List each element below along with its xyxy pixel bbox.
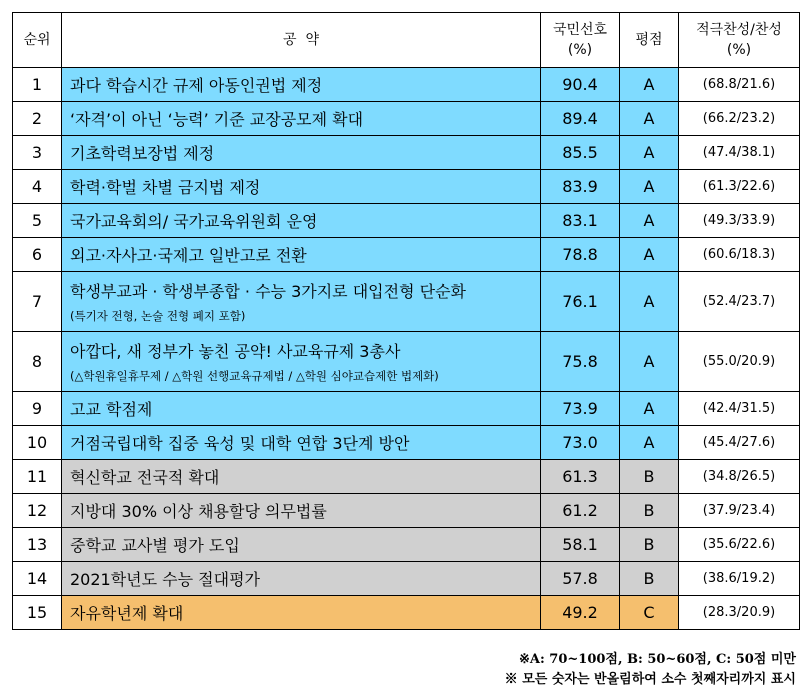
rank-cell: 11 (13, 460, 62, 494)
pledge-cell (62, 272, 541, 332)
preference-cell: 85.5 (541, 136, 620, 170)
support-cell: (47.4/38.1) (679, 136, 800, 170)
pledge-cell (62, 170, 541, 204)
pledge-subtitle: (특기자 전형, 논술 전형 폐지 포함) (70, 309, 246, 323)
preference-cell: 49.2 (541, 596, 620, 630)
preference-cell: 61.3 (541, 460, 620, 494)
rank-cell: 1 (13, 68, 62, 102)
pledge-subtitle: (△학원휴일휴무제 / △학원 선행교육규제법 / △학원 심야교습제한 법제화) (70, 369, 439, 383)
pledge-cell (62, 238, 541, 272)
pledge-cell (62, 494, 541, 528)
preference-cell: 61.2 (541, 494, 620, 528)
pledge-title: 과다 학습시간 규제 아동인권법 제정 (70, 76, 323, 95)
support-cell: (68.8/21.6) (679, 68, 800, 102)
pledge-title: 2021학년도 수능 절대평가 (70, 570, 260, 589)
preference-cell: 89.4 (541, 102, 620, 136)
preference-cell: 75.8 (541, 332, 620, 392)
table-row (13, 238, 800, 272)
pledge-table (12, 12, 800, 630)
support-cell: (55.0/20.9) (679, 332, 800, 392)
preference-cell: 58.1 (541, 528, 620, 562)
rank-cell: 10 (13, 426, 62, 460)
grade-cell: A (620, 68, 679, 102)
rank-cell: 4 (13, 170, 62, 204)
header-rank: 순위 (13, 13, 62, 68)
pledge-title: 기초학력보장법 제정 (70, 144, 215, 163)
table-row (13, 136, 800, 170)
rank-cell: 3 (13, 136, 62, 170)
preference-cell: 73.9 (541, 392, 620, 426)
rank-cell: 12 (13, 494, 62, 528)
table-row (13, 204, 800, 238)
support-cell: (49.3/33.9) (679, 204, 800, 238)
support-cell: (52.4/23.7) (679, 272, 800, 332)
support-cell: (37.9/23.4) (679, 494, 800, 528)
grade-cell: A (620, 238, 679, 272)
header-preference (541, 13, 620, 68)
grade-cell: C (620, 596, 679, 630)
preference-cell: 90.4 (541, 68, 620, 102)
header-grade: 평점 (620, 13, 679, 68)
table-row (13, 272, 800, 332)
pledge-title: 고교 학점제 (70, 400, 153, 419)
rank-cell: 13 (13, 528, 62, 562)
support-cell: (45.4/27.6) (679, 426, 800, 460)
rank-cell: 8 (13, 332, 62, 392)
pledge-title: 거점국립대학 집중 육성 및 대학 연합 3단계 방안 (70, 434, 410, 453)
preference-cell: 57.8 (541, 562, 620, 596)
table-row (13, 596, 800, 630)
pledge-title: ‘자격’이 아닌 ‘능력’ 기준 교장공모제 확대 (70, 110, 364, 129)
grade-cell: A (620, 136, 679, 170)
table-row (13, 102, 800, 136)
rank-cell: 2 (13, 102, 62, 136)
pledge-cell (62, 136, 541, 170)
header-pledge: 공 약 (62, 13, 541, 68)
grade-cell: A (620, 204, 679, 238)
header-preference-unit: (%) (567, 42, 593, 58)
support-cell: (38.6/19.2) (679, 562, 800, 596)
pledge-cell (62, 204, 541, 238)
pledge-title: 학력·학벌 차별 금지법 제정 (70, 178, 261, 197)
table-row (13, 426, 800, 460)
pledge-title: 아깝다, 새 정부가 놓친 공약! 사교육규제 3총사 (70, 342, 401, 361)
support-cell: (61.3/22.6) (679, 170, 800, 204)
table-header-row (13, 13, 800, 68)
grade-cell: A (620, 392, 679, 426)
rank-cell: 6 (13, 238, 62, 272)
pledge-cell (62, 102, 541, 136)
table-row (13, 68, 800, 102)
support-cell: (28.3/20.9) (679, 596, 800, 630)
grade-cell: A (620, 272, 679, 332)
pledge-title: 지방대 30% 이상 채용할당 의무법률 (70, 502, 327, 521)
grade-cell: A (620, 102, 679, 136)
table-row (13, 170, 800, 204)
pledge-title: 국가교육회의/ 국가교육위원회 운영 (70, 212, 318, 231)
pledge-title: 학생부교과 · 학생부종합 · 수능 3가지로 대입전형 단순화 (70, 282, 466, 301)
support-cell: (60.6/18.3) (679, 238, 800, 272)
grade-cell: B (620, 528, 679, 562)
header-support (679, 13, 800, 68)
table-row (13, 460, 800, 494)
pledge-cell (62, 426, 541, 460)
rank-cell: 7 (13, 272, 62, 332)
pledge-title: 혁신학교 전국적 확대 (70, 468, 220, 487)
pledge-cell (62, 460, 541, 494)
rank-cell: 15 (13, 596, 62, 630)
rounding-note: ※ 모든 숫자는 반올림하여 소수 첫째자리까지 표시 (504, 672, 796, 687)
header-support-unit: (%) (726, 42, 752, 58)
support-cell: (66.2/23.2) (679, 102, 800, 136)
grade-cell: B (620, 562, 679, 596)
pledge-cell (62, 528, 541, 562)
support-cell: (42.4/31.5) (679, 392, 800, 426)
grade-cell: A (620, 170, 679, 204)
pledge-cell (62, 562, 541, 596)
header-support-label: 적극찬성/찬성 (696, 22, 782, 38)
table-row (13, 562, 800, 596)
preference-cell: 83.1 (541, 204, 620, 238)
preference-cell: 83.9 (541, 170, 620, 204)
grade-cell: A (620, 426, 679, 460)
grade-legend-note: ※A: 70~100점, B: 50~60점, C: 50점 미만 (519, 652, 796, 667)
preference-cell: 76.1 (541, 272, 620, 332)
pledge-cell (62, 332, 541, 392)
preference-cell: 78.8 (541, 238, 620, 272)
grade-cell: B (620, 494, 679, 528)
rank-cell: 5 (13, 204, 62, 238)
grade-cell: B (620, 460, 679, 494)
preference-cell: 73.0 (541, 426, 620, 460)
table-row (13, 332, 800, 392)
table-row (13, 528, 800, 562)
table-row (13, 392, 800, 426)
pledge-cell (62, 392, 541, 426)
rank-cell: 14 (13, 562, 62, 596)
pledge-title: 중학교 교사별 평가 도입 (70, 536, 240, 555)
pledge-cell (62, 68, 541, 102)
pledge-title: 자유학년제 확대 (70, 604, 184, 623)
rank-cell: 9 (13, 392, 62, 426)
table-row (13, 494, 800, 528)
pledge-cell (62, 596, 541, 630)
header-preference-label: 국민선호 (552, 22, 608, 38)
support-cell: (35.6/22.6) (679, 528, 800, 562)
grade-cell: A (620, 332, 679, 392)
pledge-title: 외고·자사고·국제고 일반고로 전환 (70, 246, 307, 265)
support-cell: (34.8/26.5) (679, 460, 800, 494)
